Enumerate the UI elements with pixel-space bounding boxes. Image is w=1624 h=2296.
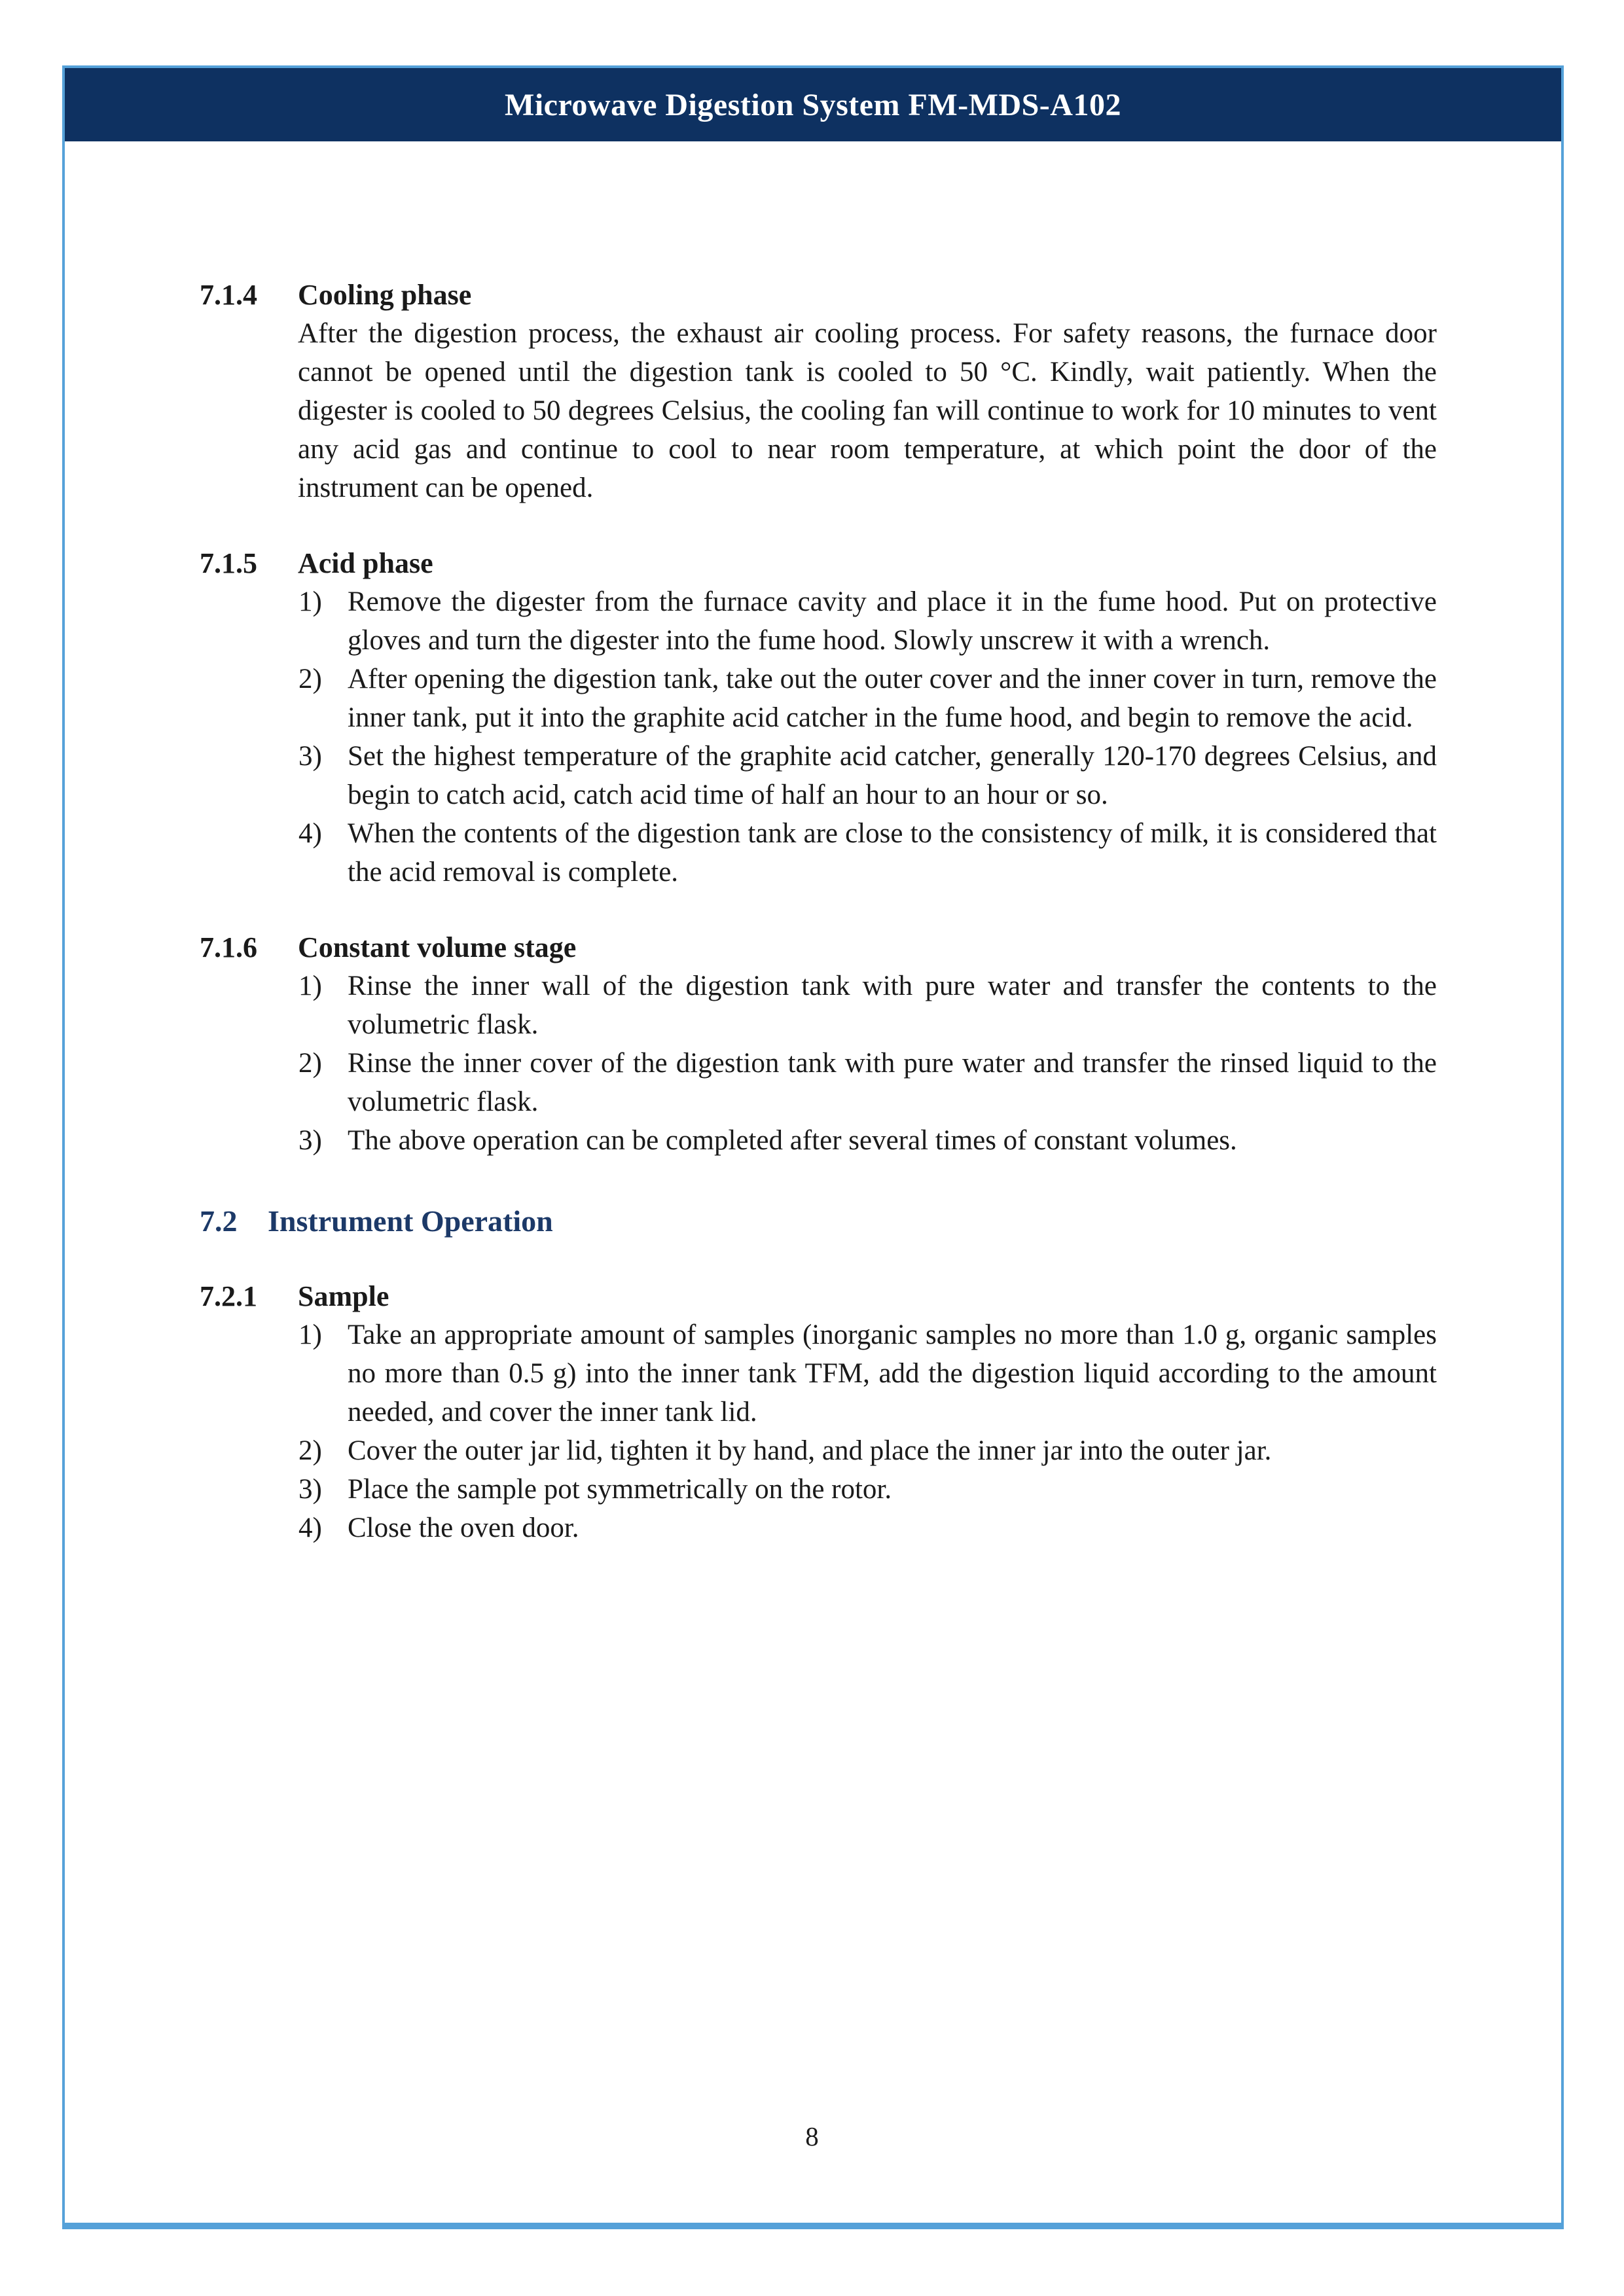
- list-item-text: The above operation can be completed after several times of constant volumes.: [348, 1125, 1237, 1156]
- list-item-marker: 2): [298, 1048, 322, 1079]
- list-item-text: Place the sample pot symmetrically on the rotor.: [348, 1474, 892, 1505]
- list-item: [298, 814, 1437, 891]
- section-title: Cooling phase: [298, 279, 472, 311]
- document-body: [65, 141, 1561, 1547]
- section-number: 7.1.6: [200, 931, 257, 963]
- list-item: [298, 967, 1437, 1044]
- section-title: Instrument Operation: [268, 1204, 553, 1238]
- list-item: [298, 1509, 1437, 1547]
- list-item-marker: 4): [298, 1513, 322, 1543]
- section-714-paragraph: After the digestion process, the exhaust air cooling process. For safety reasons, the furnace door cannot be opened until the digestion tank is cooled to 50 °C. Kindly, wait patiently. When the digester is cooled to 50 degrees Celsius, the cooling fan will continue to work for 10 minutes to vent any acid gas and continue to cool to near room temperature, at which point the door of the instrument can be opened.: [298, 318, 1437, 503]
- list-item-text: Rinse the inner wall of the digestion tank with pure water and transfer the contents to the volumetric flask.: [348, 971, 1437, 1040]
- list-item-marker: 1): [298, 971, 322, 1001]
- list-item-marker: 3): [298, 741, 322, 772]
- list-item-marker: 4): [298, 818, 322, 849]
- section-heading-72: [200, 1202, 1437, 1240]
- list-item-marker: 2): [298, 664, 322, 694]
- list-item-text: Cover the outer jar lid, tighten it by hand, and place the inner jar into the outer jar.: [348, 1435, 1272, 1466]
- numbered-list: [298, 967, 1437, 1160]
- section-title: Sample: [298, 1280, 389, 1312]
- list-item-text: When the contents of the digestion tank are close to the consistency of milk, it is considered that the acid removal is complete.: [348, 818, 1437, 888]
- list-item-text: Set the highest temperature of the graphite acid catcher, generally 120-170 degrees Celsius, and begin to catch acid, catch acid time of half an hour to an hour or so.: [348, 741, 1437, 810]
- list-item-marker: 3): [298, 1125, 322, 1156]
- list-item-text: Rinse the inner cover of the digestion tank with pure water and transfer the rinsed liquid to the volumetric flask.: [348, 1048, 1437, 1117]
- section-716: [200, 928, 1437, 1160]
- list-item-text: Take an appropriate amount of samples (inorganic samples no more than 1.0 g, organic samples no more than 0.5 g) into the inner tank TFM, add the digestion liquid according to the amount needed, and cover the inner tank lid.: [348, 1319, 1437, 1427]
- list-item: [298, 1470, 1437, 1509]
- section-number: 7.2.1: [200, 1280, 257, 1312]
- list-item-marker: 1): [298, 586, 322, 617]
- list-item: [298, 660, 1437, 737]
- section-number: 7.2: [200, 1204, 238, 1238]
- list-item-marker: 1): [298, 1319, 322, 1350]
- section-number: 7.1.4: [200, 279, 257, 311]
- section-715: [200, 544, 1437, 891]
- list-item: [298, 1316, 1437, 1431]
- list-item: [298, 737, 1437, 814]
- section-heading-716: [200, 928, 1437, 967]
- list-item-text: Close the oven door.: [348, 1513, 579, 1543]
- section-title: Acid phase: [298, 547, 433, 579]
- list-item: [298, 1121, 1437, 1160]
- list-item: [298, 1044, 1437, 1121]
- list-item-marker: 3): [298, 1474, 322, 1505]
- list-item-text: Remove the digester from the furnace cavity and place it in the fume hood. Put on protective gloves and turn the digester into the fume hood. Slowly unscrew it with a wrench.: [348, 586, 1437, 656]
- page-frame: [62, 65, 1564, 2229]
- list-item: [298, 1431, 1437, 1470]
- list-item-marker: 2): [298, 1435, 322, 1466]
- section-heading-721: [200, 1277, 1437, 1316]
- section-heading-715: [200, 544, 1437, 583]
- section-heading-714: [200, 276, 1437, 314]
- list-item-text: After opening the digestion tank, take out the outer cover and the inner cover in turn, remove the inner tank, put it into the graphite acid catcher in the fume hood, and begin to remove the acid.: [348, 664, 1437, 733]
- list-item: [298, 583, 1437, 660]
- numbered-list: [298, 583, 1437, 891]
- page-number: 8: [805, 2121, 819, 2151]
- document-header-bar: [65, 68, 1561, 141]
- numbered-list: [298, 1316, 1437, 1547]
- section-title: Constant volume stage: [298, 931, 577, 963]
- document-title: Microwave Digestion System FM-MDS-A102: [505, 87, 1121, 122]
- section-number: 7.1.5: [200, 547, 257, 579]
- section-721: [200, 1277, 1437, 1547]
